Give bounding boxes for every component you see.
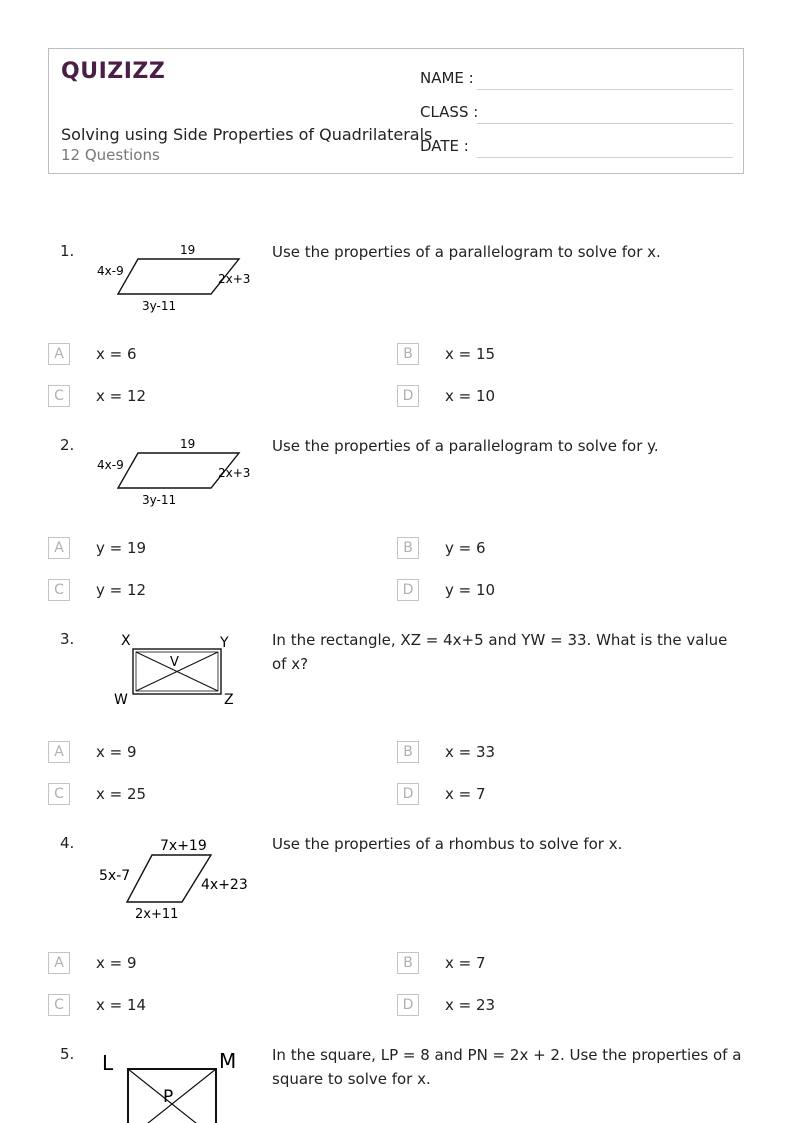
name-label: NAME : <box>420 69 474 87</box>
bottom-side-label: 3y-11 <box>142 299 177 313</box>
question-number: 4. <box>60 834 75 852</box>
square-figure <box>98 1044 258 1123</box>
option-c-box[interactable]: C <box>48 385 70 407</box>
option-c-text: x = 12 <box>96 387 147 405</box>
option-b-text: x = 33 <box>445 743 496 761</box>
option-d-box[interactable]: D <box>397 579 419 601</box>
question-number: 1. <box>60 242 75 260</box>
option-b-box[interactable]: B <box>397 952 419 974</box>
option-a-box[interactable]: A <box>48 343 70 365</box>
option-b-box[interactable]: B <box>397 537 419 559</box>
date-label: DATE : <box>420 137 469 155</box>
right-side-label: 4x+23 <box>201 877 248 893</box>
worksheet-header <box>48 48 744 174</box>
option-d-text: x = 23 <box>445 996 496 1014</box>
vertex-z-label: Z <box>224 692 234 708</box>
question-number: 3. <box>60 630 75 648</box>
question-text: In the rectangle, XZ = 4x+5 and YW = 33. What is the value of x? <box>272 631 728 673</box>
option-a-text: y = 19 <box>96 539 147 557</box>
left-side-label: 4x-9 <box>97 458 124 472</box>
parallelogram-figure <box>94 238 264 318</box>
quizizz-logo: QUIZIZZ <box>61 59 166 84</box>
vertex-w-label: W <box>114 692 128 708</box>
option-c-box[interactable]: C <box>48 994 70 1016</box>
vertex-m-label: M <box>219 1049 237 1073</box>
question-text: Use the properties of a parallelogram to solve for y. <box>272 437 659 455</box>
vertex-y-label: Y <box>220 635 229 651</box>
name-field[interactable] <box>420 69 474 87</box>
option-d-box[interactable]: D <box>397 783 419 805</box>
question-text: In the square, LP = 8 and PN = 2x + 2. Use the properties of a square to solve for x. <box>272 1046 742 1088</box>
right-side-label: 2x+3 <box>218 272 251 286</box>
question-text: Use the properties of a parallelogram to solve for x. <box>272 243 661 261</box>
option-a-text: x = 9 <box>96 743 137 761</box>
option-b-text: x = 7 <box>445 954 486 972</box>
class-line <box>477 122 733 124</box>
question-text: Use the properties of a rhombus to solve for x. <box>272 835 623 853</box>
vertex-l-label: L <box>102 1051 114 1075</box>
center-v-label: V <box>170 655 179 670</box>
option-c-text: y = 12 <box>96 581 147 599</box>
date-field[interactable] <box>420 137 469 155</box>
option-a-box[interactable]: A <box>48 537 70 559</box>
option-c-text: x = 14 <box>96 996 147 1014</box>
option-d-box[interactable]: D <box>397 385 419 407</box>
option-a-box[interactable]: A <box>48 741 70 763</box>
option-a-box[interactable]: A <box>48 952 70 974</box>
name-line <box>477 88 733 90</box>
top-side-label: 7x+19 <box>160 838 207 854</box>
option-d-text: x = 10 <box>445 387 496 405</box>
question-number: 5. <box>60 1045 75 1063</box>
top-side-label: 19 <box>180 243 196 257</box>
vertex-x-label: X <box>121 633 131 649</box>
bottom-side-label: 3y-11 <box>142 493 177 507</box>
bottom-side-label: 2x+11 <box>135 907 179 922</box>
worksheet-title: Solving using Side Properties of Quadrilaterals <box>61 125 433 144</box>
option-b-box[interactable]: B <box>397 741 419 763</box>
question-count: 12 Questions <box>61 146 160 164</box>
option-c-box[interactable]: C <box>48 579 70 601</box>
top-side-label: 19 <box>180 437 196 451</box>
date-line <box>477 156 733 158</box>
rhombus-shape <box>127 855 211 902</box>
option-a-text: x = 9 <box>96 954 137 972</box>
left-side-label: 5x-7 <box>99 868 131 884</box>
option-d-box[interactable]: D <box>397 994 419 1016</box>
option-b-box[interactable]: B <box>397 343 419 365</box>
option-c-box[interactable]: C <box>48 783 70 805</box>
question-number: 2. <box>60 436 75 454</box>
rhombus-figure <box>96 830 256 922</box>
class-label: CLASS : <box>420 103 479 121</box>
option-d-text: x = 7 <box>445 785 486 803</box>
option-b-text: x = 15 <box>445 345 496 363</box>
option-b-text: y = 6 <box>445 539 486 557</box>
rectangle-figure <box>110 628 250 710</box>
option-c-text: x = 25 <box>96 785 147 803</box>
center-p-label: P <box>163 1087 174 1107</box>
class-field[interactable] <box>420 103 478 121</box>
option-d-text: y = 10 <box>445 581 496 599</box>
left-side-label: 4x-9 <box>97 264 124 278</box>
parallelogram-figure <box>94 432 264 512</box>
option-a-text: x = 6 <box>96 345 137 363</box>
right-side-label: 2x+3 <box>218 466 251 480</box>
